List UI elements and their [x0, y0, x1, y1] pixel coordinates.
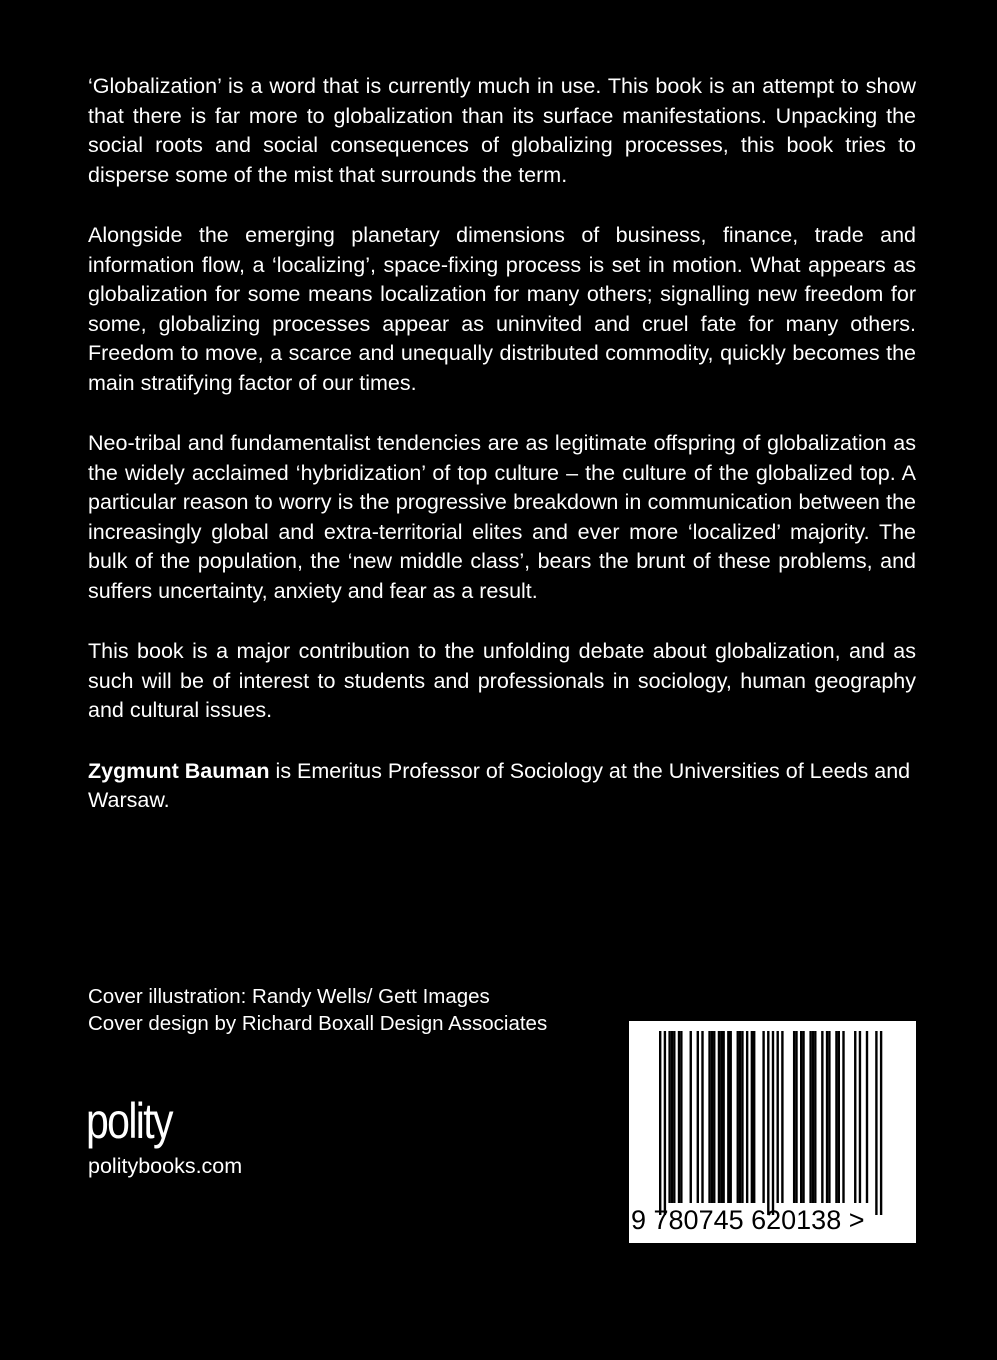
barcode-bar	[880, 1031, 882, 1215]
author-name: Zygmunt Bauman	[88, 758, 270, 783]
barcode-bar	[746, 1031, 748, 1203]
cover-illustration-credit: Cover illustration: Randy Wells/ Gett Images	[88, 985, 490, 1008]
barcode-bar	[659, 1031, 661, 1215]
barcode-bar	[781, 1031, 783, 1203]
barcode-bar	[842, 1031, 844, 1203]
barcode-bar	[838, 1031, 840, 1203]
isbn-barcode	[629, 1021, 916, 1243]
barcode-bar	[727, 1031, 729, 1203]
barcode-bar	[741, 1031, 743, 1203]
author-bio-text: is Emeritus Professor of Sociology at the Universities of Leeds and Warsaw.	[88, 758, 911, 812]
barcode-bar	[809, 1031, 811, 1203]
blurb-paragraph-3: Neo-tribal and fundamentalist tendencies are as legitimate offspring of globalization as the widely acclaimed ‘hybridization’ of top culture – the culture of the globalized top. A particular reason to worry is the progressive breakdown in communication between the increasingly global and extra-territorial elites and ever more ‘localized’ majority. The bulk of the population, the ‘new middle class’, bears the brunt of these problems, and suffers uncertainty, anxiety and fear as a result.	[88, 431, 916, 603]
barcode-bar	[690, 1031, 692, 1203]
barcode-bar	[678, 1031, 680, 1203]
publisher-logo: polity	[86, 1093, 172, 1149]
barcode-bar	[720, 1031, 722, 1203]
barcode-bar	[730, 1031, 732, 1203]
barcode-bar	[859, 1031, 861, 1203]
barcode-bar	[854, 1031, 856, 1203]
barcode-bar	[802, 1031, 804, 1203]
back-cover-blurb	[88, 72, 916, 847]
barcode-bar	[718, 1031, 720, 1203]
barcode-bar	[711, 1031, 713, 1203]
cover-design-credit: Cover design by Richard Boxall Design Associates	[88, 1012, 548, 1035]
barcode-bar	[812, 1031, 814, 1203]
barcode-bar	[671, 1031, 673, 1203]
barcode-bar	[767, 1031, 769, 1215]
barcode-bar	[821, 1031, 823, 1203]
barcode-bar	[762, 1031, 764, 1203]
blurb-paragraph-4: This book is a major contribution to the unfolding debate about globalization, and as such will be of interest to students and professionals in sociology, human geography and cultural issues.	[88, 639, 916, 722]
barcode-bar	[800, 1031, 802, 1203]
barcode-bar	[866, 1031, 868, 1203]
barcode-bar	[814, 1031, 816, 1203]
barcode-bar	[875, 1031, 877, 1215]
barcode-bar	[835, 1031, 837, 1203]
blurb-paragraph-1: ‘Globalization’ is a word that is currently much in use. This book is an attempt to show that there is far more to globalization than its surface manifestations. Unpacking the social roots and social consequences of globalizing processes, this book tries to disperse some of the mist that surrounds the term.	[88, 74, 916, 187]
barcode-bar	[739, 1031, 741, 1203]
barcode-bar	[701, 1031, 703, 1203]
barcode-bar	[753, 1031, 755, 1203]
barcode-bar	[737, 1031, 739, 1203]
blurb-paragraph-2: Alongside the emerging planetary dimensions of business, finance, trade and information flow, a ‘localizing’, space-fixing process is set in motion. What appears as globalization for some means localization for many others; signalling new freedom for some, globalizing processes appear as uninvited and cruel fate for many others. Freedom to move, a scarce and unequally distributed commodity, quickly becomes the main stratifying factor of our times.	[88, 223, 916, 395]
barcode-bar	[697, 1031, 699, 1203]
barcode-bar	[708, 1031, 710, 1203]
publisher-website: politybooks.com	[88, 1154, 243, 1178]
barcode-bar	[793, 1031, 795, 1203]
isbn-digits: 9 780745 620138 >	[631, 1205, 865, 1235]
barcode-bar	[777, 1031, 779, 1203]
author-bio	[88, 757, 916, 816]
barcode-bar	[664, 1031, 666, 1215]
barcode-bar	[772, 1031, 774, 1215]
cover-credits	[88, 983, 547, 1037]
barcode-bar	[713, 1031, 715, 1203]
barcode-bar	[668, 1031, 670, 1203]
barcode-bar	[680, 1031, 682, 1203]
barcode-bar	[795, 1031, 797, 1203]
barcode-bar	[722, 1031, 724, 1203]
barcode-bar	[673, 1031, 675, 1203]
barcode-bar	[826, 1031, 828, 1203]
barcode-bar	[751, 1031, 753, 1203]
barcode-bar	[828, 1031, 830, 1203]
